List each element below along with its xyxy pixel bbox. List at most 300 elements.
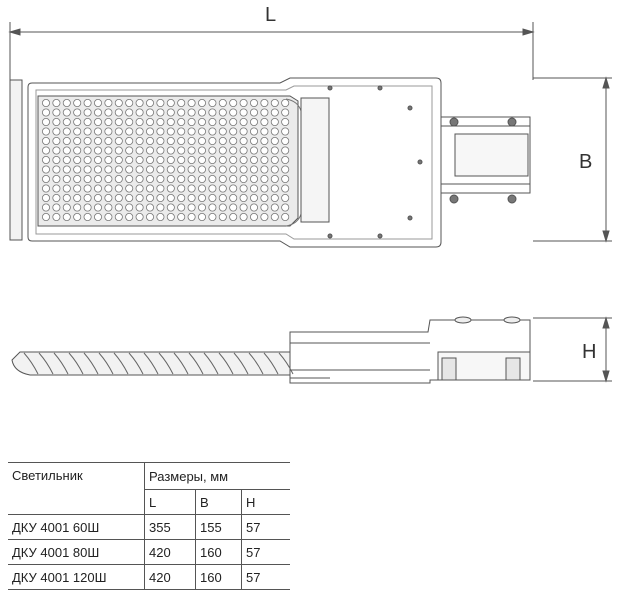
led-dot	[282, 99, 289, 106]
led-dot	[261, 118, 268, 125]
led-dot	[240, 194, 247, 201]
led-dot	[282, 147, 289, 154]
width-dimension	[533, 78, 612, 241]
led-dot	[188, 99, 195, 106]
led-dot	[115, 147, 122, 154]
led-dot	[157, 213, 164, 220]
led-dot	[209, 118, 216, 125]
l-cell: 420	[145, 540, 196, 565]
led-dot	[209, 156, 216, 163]
led-dot	[84, 137, 91, 144]
led-dot	[250, 166, 257, 173]
led-dot	[126, 194, 133, 201]
height-dimension	[533, 318, 612, 381]
led-dot	[84, 213, 91, 220]
led-dot	[146, 175, 153, 182]
led-dot	[198, 137, 205, 144]
led-dot	[115, 185, 122, 192]
led-dot	[94, 194, 101, 201]
led-dot	[240, 147, 247, 154]
led-dot	[115, 156, 122, 163]
led-dot	[230, 213, 237, 220]
led-dot	[136, 175, 143, 182]
led-dot	[282, 128, 289, 135]
led-dot	[42, 156, 49, 163]
led-dot	[230, 99, 237, 106]
led-dot	[146, 147, 153, 154]
led-dot	[146, 194, 153, 201]
led-dot	[157, 99, 164, 106]
led-dot	[94, 128, 101, 135]
led-dot	[63, 128, 70, 135]
led-dot	[74, 137, 81, 144]
led-dot	[126, 156, 133, 163]
led-dot	[53, 194, 60, 201]
led-dot	[240, 137, 247, 144]
led-dot	[157, 128, 164, 135]
led-dot	[157, 137, 164, 144]
led-dot	[42, 118, 49, 125]
led-dot	[198, 147, 205, 154]
led-dot	[167, 109, 174, 116]
led-dot	[74, 213, 81, 220]
led-dot	[271, 137, 278, 144]
led-dot	[105, 185, 112, 192]
led-dot	[157, 147, 164, 154]
led-dot	[178, 118, 185, 125]
led-dot	[126, 166, 133, 173]
led-dot	[105, 204, 112, 211]
led-dot	[146, 128, 153, 135]
led-dot	[261, 109, 268, 116]
led-dot	[84, 156, 91, 163]
led-dot	[157, 166, 164, 173]
led-dot	[271, 156, 278, 163]
led-dot	[74, 166, 81, 173]
led-dot	[240, 166, 247, 173]
led-dot	[74, 175, 81, 182]
led-dot	[42, 99, 49, 106]
led-dot	[94, 185, 101, 192]
led-dot	[178, 156, 185, 163]
led-dot	[74, 128, 81, 135]
led-dot	[94, 137, 101, 144]
led-dot	[136, 109, 143, 116]
led-dot	[53, 175, 60, 182]
led-dot	[63, 194, 70, 201]
led-dot	[146, 99, 153, 106]
led-dot	[84, 147, 91, 154]
led-dot	[250, 175, 257, 182]
h-cell: 57	[242, 540, 291, 565]
led-dot	[53, 118, 60, 125]
led-dot	[178, 137, 185, 144]
side-view	[12, 317, 530, 383]
led-dot	[157, 185, 164, 192]
led-dot	[167, 128, 174, 135]
led-dot	[74, 99, 81, 106]
led-dot	[198, 109, 205, 116]
led-dot	[282, 194, 289, 201]
led-dot	[198, 118, 205, 125]
led-dot	[240, 213, 247, 220]
led-dot	[94, 99, 101, 106]
led-dot	[178, 166, 185, 173]
led-dot	[53, 204, 60, 211]
led-dot	[94, 156, 101, 163]
led-dot	[240, 128, 247, 135]
led-dot	[230, 137, 237, 144]
led-dot	[219, 99, 226, 106]
led-dot	[53, 147, 60, 154]
led-dot	[261, 99, 268, 106]
led-dot	[230, 128, 237, 135]
led-dot	[53, 185, 60, 192]
led-dot	[261, 213, 268, 220]
led-dot	[42, 147, 49, 154]
led-dot	[42, 109, 49, 116]
led-dot	[74, 147, 81, 154]
led-dot	[198, 156, 205, 163]
led-dot	[198, 175, 205, 182]
led-dot	[42, 175, 49, 182]
led-dot	[84, 204, 91, 211]
led-dot	[136, 137, 143, 144]
led-dot	[167, 213, 174, 220]
led-dot	[261, 128, 268, 135]
led-dot	[167, 166, 174, 173]
led-dot	[167, 185, 174, 192]
led-dot	[115, 213, 122, 220]
led-dot	[219, 194, 226, 201]
led-dot	[271, 147, 278, 154]
led-dot	[219, 109, 226, 116]
led-dot	[42, 137, 49, 144]
led-dot	[63, 137, 70, 144]
table-row	[8, 565, 290, 590]
led-dot	[53, 156, 60, 163]
led-dot	[230, 185, 237, 192]
led-dot	[250, 204, 257, 211]
led-dot	[84, 99, 91, 106]
led-dot	[63, 213, 70, 220]
led-dot	[188, 166, 195, 173]
led-dot	[250, 128, 257, 135]
led-dot	[84, 128, 91, 135]
led-dot	[74, 204, 81, 211]
led-dot	[209, 128, 216, 135]
led-dot	[146, 204, 153, 211]
col-fixture-header: Светильник	[8, 463, 145, 515]
led-dot	[167, 194, 174, 201]
led-dot	[230, 204, 237, 211]
led-dot	[198, 185, 205, 192]
led-dot	[63, 147, 70, 154]
led-dot	[261, 194, 268, 201]
led-dot	[136, 166, 143, 173]
led-dot	[271, 128, 278, 135]
led-dot	[146, 185, 153, 192]
led-dot	[178, 175, 185, 182]
led-dot	[271, 118, 278, 125]
led-dot	[94, 166, 101, 173]
h-cell: 57	[242, 515, 291, 540]
led-dot	[74, 194, 81, 201]
led-dot	[115, 128, 122, 135]
led-dot	[63, 156, 70, 163]
led-dot	[146, 156, 153, 163]
led-dot	[230, 156, 237, 163]
led-dot	[261, 147, 268, 154]
led-dot	[188, 147, 195, 154]
led-dot	[188, 118, 195, 125]
led-dot	[63, 99, 70, 106]
led-dot	[219, 128, 226, 135]
led-dot	[282, 204, 289, 211]
led-dot	[261, 137, 268, 144]
led-dot	[126, 213, 133, 220]
led-dot	[84, 109, 91, 116]
led-dot	[136, 147, 143, 154]
led-dot	[178, 128, 185, 135]
led-dot	[282, 118, 289, 125]
led-dot	[115, 166, 122, 173]
led-dot	[167, 137, 174, 144]
led-dot	[271, 213, 278, 220]
led-dot	[209, 137, 216, 144]
led-dot	[250, 185, 257, 192]
led-dot	[250, 213, 257, 220]
led-dot	[42, 194, 49, 201]
led-dot	[240, 185, 247, 192]
led-dot	[282, 213, 289, 220]
model-cell: ДКУ 4001 80Ш	[8, 540, 145, 565]
led-dot	[84, 166, 91, 173]
led-dot	[105, 213, 112, 220]
led-dot	[157, 118, 164, 125]
led-dot	[126, 128, 133, 135]
length-label: L	[265, 4, 277, 26]
led-dot	[167, 175, 174, 182]
table-row	[8, 540, 290, 565]
led-dot	[53, 213, 60, 220]
led-dot	[178, 213, 185, 220]
led-dot	[157, 156, 164, 163]
led-dot	[282, 166, 289, 173]
led-dot	[105, 128, 112, 135]
led-dot	[105, 109, 112, 116]
led-dot	[105, 147, 112, 154]
led-dot	[126, 147, 133, 154]
led-dot	[261, 175, 268, 182]
led-dot	[115, 175, 122, 182]
led-dot	[250, 109, 257, 116]
led-dot	[146, 166, 153, 173]
led-dot	[178, 147, 185, 154]
led-dot	[94, 147, 101, 154]
led-dot	[146, 137, 153, 144]
led-dot	[157, 194, 164, 201]
led-dot	[209, 204, 216, 211]
led-dot	[230, 175, 237, 182]
led-dot	[230, 166, 237, 173]
col-dims-header: Размеры, мм	[145, 463, 291, 490]
led-dot	[84, 194, 91, 201]
led-dot	[136, 185, 143, 192]
led-dot	[115, 194, 122, 201]
led-dot	[126, 204, 133, 211]
led-dot	[115, 137, 122, 144]
led-dot	[188, 204, 195, 211]
led-dot	[209, 166, 216, 173]
led-dot	[198, 99, 205, 106]
led-dot	[126, 185, 133, 192]
led-dot	[53, 166, 60, 173]
led-dot	[219, 213, 226, 220]
led-dot	[63, 204, 70, 211]
led-dot	[94, 175, 101, 182]
led-dot	[188, 109, 195, 116]
led-dot	[84, 118, 91, 125]
led-dot	[167, 147, 174, 154]
led-dot	[282, 156, 289, 163]
led-dot	[250, 147, 257, 154]
led-dot	[126, 118, 133, 125]
led-dot	[115, 99, 122, 106]
led-dot	[53, 99, 60, 106]
led-dot	[94, 213, 101, 220]
led-dot	[105, 166, 112, 173]
led-dot	[136, 99, 143, 106]
led-dot	[105, 99, 112, 106]
led-dot	[178, 99, 185, 106]
led-dot	[198, 204, 205, 211]
led-dot	[240, 99, 247, 106]
led-dot	[63, 118, 70, 125]
led-dot	[209, 175, 216, 182]
led-dot	[167, 118, 174, 125]
led-dot	[271, 109, 278, 116]
led-dot	[115, 118, 122, 125]
led-dot	[230, 147, 237, 154]
led-dot	[219, 166, 226, 173]
led-dot	[136, 118, 143, 125]
led-dot	[261, 185, 268, 192]
led-dot	[219, 156, 226, 163]
led-dot	[94, 118, 101, 125]
led-dot	[136, 128, 143, 135]
led-dot	[198, 213, 205, 220]
led-dot	[84, 175, 91, 182]
led-dot	[230, 194, 237, 201]
led-dot	[157, 204, 164, 211]
led-dot	[178, 204, 185, 211]
led-dot	[282, 137, 289, 144]
led-dot	[188, 185, 195, 192]
led-dot	[53, 137, 60, 144]
led-dot	[178, 109, 185, 116]
l-cell: 355	[145, 515, 196, 540]
led-dot	[126, 99, 133, 106]
led-dot	[198, 166, 205, 173]
led-dot	[282, 175, 289, 182]
led-dot	[250, 118, 257, 125]
led-dot	[219, 147, 226, 154]
led-dot	[188, 175, 195, 182]
led-dot	[105, 137, 112, 144]
subheader-l: L	[145, 490, 196, 515]
b-cell: 160	[196, 540, 242, 565]
led-dot	[219, 185, 226, 192]
led-dot	[126, 109, 133, 116]
led-dot	[198, 194, 205, 201]
led-dot	[167, 156, 174, 163]
led-dot	[115, 204, 122, 211]
led-dot	[188, 213, 195, 220]
led-dot	[74, 118, 81, 125]
led-dot	[126, 137, 133, 144]
led-dot	[178, 185, 185, 192]
led-dot	[219, 118, 226, 125]
led-dot	[126, 175, 133, 182]
led-dot	[230, 109, 237, 116]
model-cell: ДКУ 4001 120Ш	[8, 565, 145, 590]
led-dot	[63, 185, 70, 192]
led-dot	[136, 194, 143, 201]
led-dot	[84, 185, 91, 192]
model-cell: ДКУ 4001 60Ш	[8, 515, 145, 540]
spec-table	[8, 462, 290, 590]
led-dot	[209, 99, 216, 106]
b-cell: 160	[196, 565, 242, 590]
led-dot	[250, 137, 257, 144]
led-dot	[105, 194, 112, 201]
led-dot	[188, 194, 195, 201]
led-dot	[271, 175, 278, 182]
led-dot	[74, 185, 81, 192]
led-dot	[157, 109, 164, 116]
led-dot	[146, 213, 153, 220]
led-dot	[240, 118, 247, 125]
led-dot	[74, 156, 81, 163]
led-dot	[219, 137, 226, 144]
led-dot	[219, 204, 226, 211]
led-dot	[94, 204, 101, 211]
h-cell: 57	[242, 565, 291, 590]
table-header-row	[8, 463, 290, 490]
led-dot	[42, 185, 49, 192]
led-dot	[219, 175, 226, 182]
led-dot	[282, 185, 289, 192]
led-dot	[74, 109, 81, 116]
led-dot	[230, 118, 237, 125]
led-dot	[261, 204, 268, 211]
led-dot	[261, 156, 268, 163]
led-dot	[136, 204, 143, 211]
led-dot	[167, 204, 174, 211]
led-dot	[282, 109, 289, 116]
led-dot	[42, 166, 49, 173]
led-dot	[105, 156, 112, 163]
led-dot	[209, 194, 216, 201]
led-dot	[146, 118, 153, 125]
led-dot	[250, 99, 257, 106]
led-dot	[63, 109, 70, 116]
led-dot	[53, 109, 60, 116]
led-dot	[209, 213, 216, 220]
subheader-h: H	[242, 490, 291, 515]
led-dot	[188, 156, 195, 163]
